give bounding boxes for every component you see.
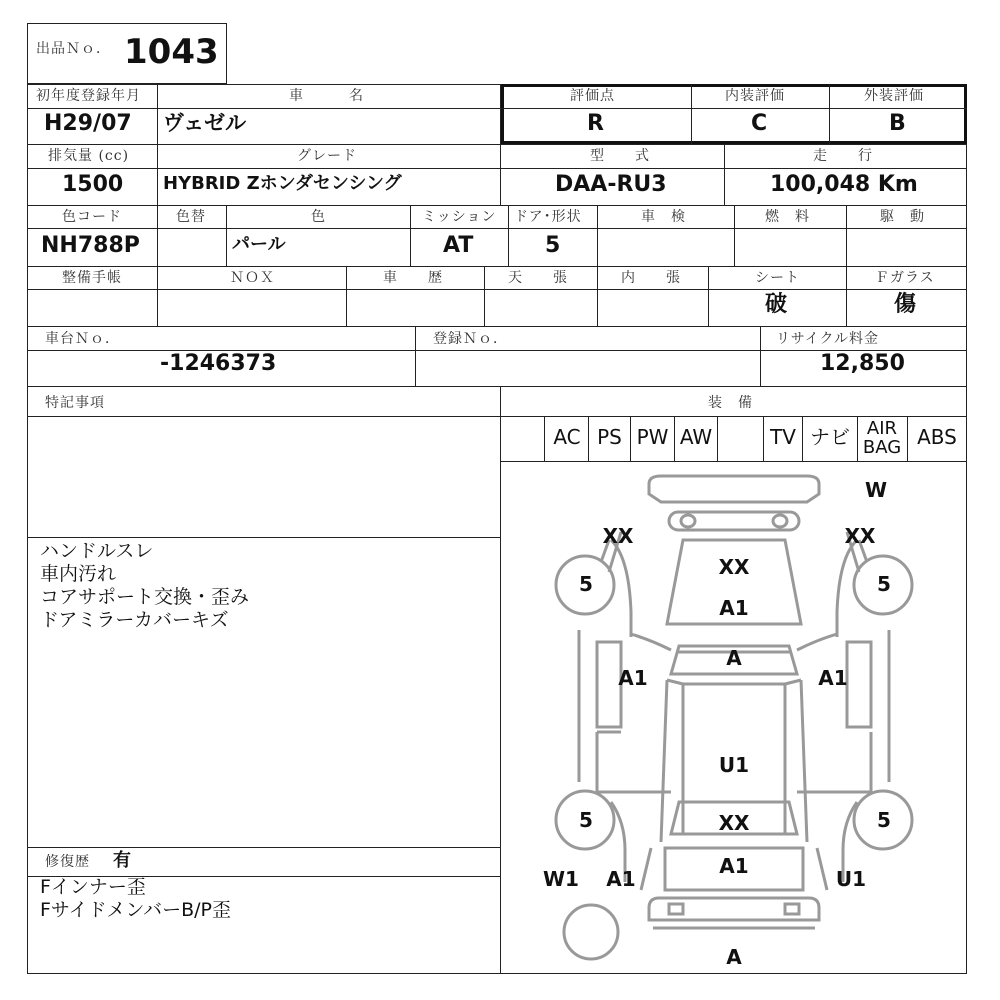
mark-hood-top: XX [718,555,750,579]
fglass-label: Ｆガラス [875,270,935,286]
color-label: 色 [311,209,326,225]
repair-label: 修復歴 [45,854,90,870]
recycle-value: 12,850 [820,351,905,376]
remarks-notes [40,540,249,632]
fuel-label: 燃 料 [765,209,810,225]
drive-label: 駆 動 [880,209,925,225]
exterior-label: 外装評価 [864,88,924,104]
mark-rear-glass: XX [718,811,750,835]
mark-rear-left: A1 [606,867,636,891]
nox-label: ＮＯＸ [230,270,275,286]
remarks-line: ドアミラーカバーキズ [40,609,229,631]
displacement-value: 1500 [62,172,124,197]
equipment-airbag: AIR BAG [862,418,902,458]
lot-number: 1043 [124,32,219,72]
seat-label: シート [755,270,800,286]
repaint-label: 色替 [176,209,206,225]
equipment-label: 装 備 [708,395,753,411]
repair-notes [40,876,231,922]
car-name-value: ヴェゼル [163,111,247,135]
mileage-value: 100,048 Km [770,172,918,197]
score-value: R [587,111,604,136]
fglass-value: 傷 [894,292,917,317]
remarks-label: 特記事項 [45,395,105,411]
grade-label: グレード [297,148,357,164]
mileage-label: 走 行 [813,148,873,164]
grade-value: HYBRID Zホンダセンシング [163,173,402,194]
recycle-label: リサイクル料金 [776,331,880,347]
mark-tire-fr: 5 [877,572,891,596]
equipment-pw: PW [636,425,669,449]
mark-roof: U1 [718,753,750,777]
chassis-value: -1246373 [160,351,277,376]
car-damage-diagram [501,462,967,974]
model-label: 型 式 [590,148,650,164]
mark-rear-right: U1 [835,867,867,891]
interior-value: C [751,111,768,136]
mark-hood: A1 [719,596,749,620]
history-label: 車 歴 [383,270,443,286]
color-code-label: 色コード [62,209,122,225]
mark-front-left: XX [602,524,634,548]
exterior-value: B [889,111,906,136]
lot-number-box [27,23,227,84]
repair-value: 有 [113,850,131,871]
mark-right-door: A1 [818,666,848,690]
mark-left-door: A1 [618,666,648,690]
equipment-aw: AW [679,425,713,449]
mark-tire-rr: 5 [877,808,891,832]
mark-rear-left-w: W1 [543,867,579,891]
remarks-line: ハンドルスレ [40,540,154,562]
remarks-line: コアサポート交換・歪み [40,586,250,608]
equipment-tv: TV [770,425,796,449]
first-reg-label: 初年度登録年月 [36,88,141,104]
mark-front-right: XX [844,524,876,548]
registration-label: 登録Ｎｏ． [433,331,508,347]
equipment-navi: ナビ [810,425,850,449]
maintenance-label: 整備手帳 [62,270,122,286]
repair-line: Fインナー歪 [40,876,146,898]
roof-label: 天 張 [508,270,568,286]
mark-front-roof: A [726,646,742,670]
equipment-ps: PS [597,425,622,449]
mark-trunk: A1 [719,854,749,878]
mark-tire-fl: 5 [579,572,593,596]
color-value: パール [232,234,286,255]
displacement-label: 排気量 (cc) [48,148,130,164]
mission-value: AT [443,233,474,258]
seat-value: 破 [765,292,788,317]
model-value: DAA-RU3 [555,172,667,197]
score-label: 評価点 [570,88,615,104]
equipment-abs: ABS [917,425,957,449]
door-value: 5 [545,233,561,258]
lot-number-label: 出品Ｎｏ． [36,41,111,57]
first-reg-value: H29/07 [44,111,132,136]
mission-label: ミッション [422,209,497,225]
interior-label: 内装評価 [725,88,785,104]
mark-tire-rl: 5 [579,808,593,832]
repair-line: FサイドメンバーB/P歪 [40,899,231,921]
mark-rear-bumper: A [726,945,742,969]
car-name-label: 車 名 [289,88,364,104]
mark-windshield-top: W [864,478,888,502]
equipment-ac: AC [553,425,581,449]
door-label: ドア･形状 [514,209,582,225]
color-code-value: NH788P [41,233,140,258]
inner-label: 内 張 [621,270,681,286]
remarks-line: 車内汚れ [40,563,117,585]
chassis-label: 車台Ｎｏ． [45,331,120,347]
inspection-label: 車 検 [641,209,686,225]
